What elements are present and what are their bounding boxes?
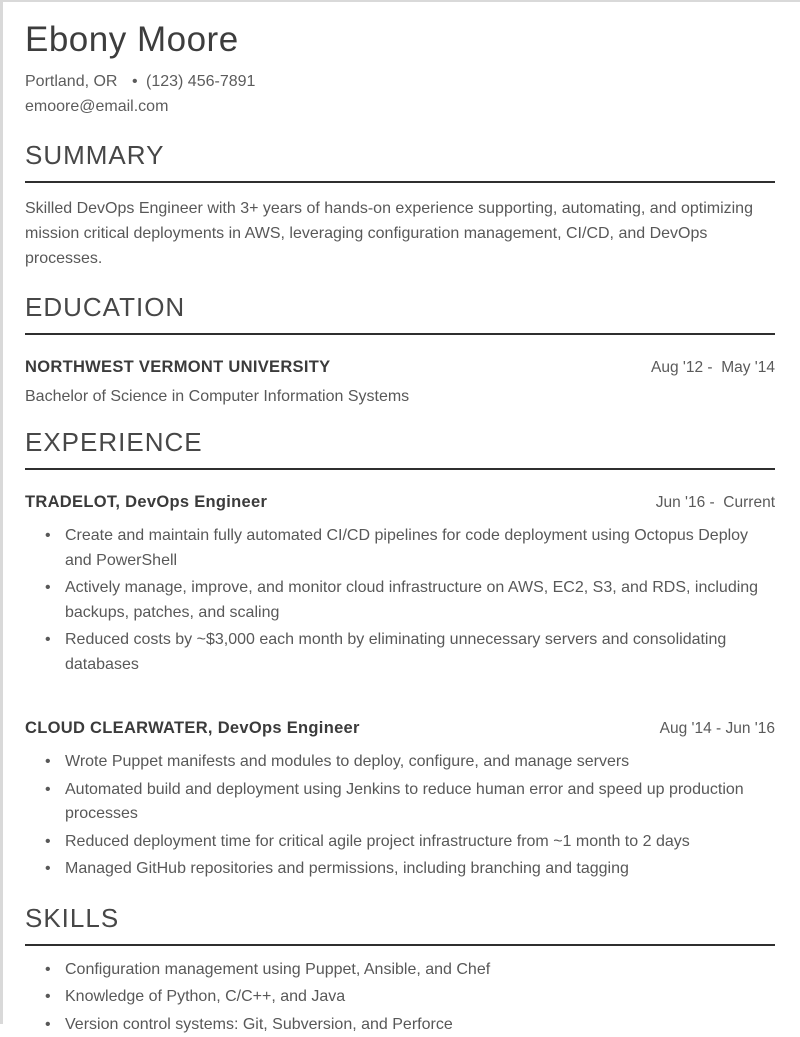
education-entry [25,358,775,377]
list-item [25,628,775,677]
bullet-text: Knowledge of Python, C/C++, and Java [65,988,345,1005]
section-skills [25,903,775,1037]
experience-title: EXPERIENCE [25,427,775,457]
section-divider [25,468,775,470]
bullet-text: Create and maintain fully automated CI/CD pipelines for code deployment using Octopus Deploy and PowerShell [65,527,748,569]
bullet-text: Automated build and deployment using Jenkins to reduce human error and speed up production processes [65,781,744,823]
job-entry-cloud-clearwater [25,719,775,882]
section-divider [25,333,775,335]
candidate-name: Ebony Moore [25,18,775,62]
skills-bullet-list [25,958,775,1037]
contact-info [25,69,775,119]
list-item [25,985,775,1010]
bullet-marker: • [45,576,51,601]
bullet-text: Managed GitHub repositories and permissions, including branching and tagging [65,860,629,877]
summary-title: SUMMARY [25,140,775,170]
section-summary [25,140,775,271]
school-name: NORTHWEST VERMONT UNIVERSITY [25,358,330,377]
section-divider [25,944,775,946]
summary-text: Skilled DevOps Engineer with 3+ years of hands-on experience supporting, automating, and optimizing mission critical deployments in AWS, leveraging configuration management, CI/CD, and DevOps processes. [25,196,770,271]
job-dates: Jun '16 - Current [656,494,775,512]
bullet-separator: • [132,73,138,90]
job-entry-tradelot [25,493,775,677]
section-divider [25,181,775,183]
job-company-role: TRADELOT, DevOps Engineer [25,493,267,512]
job-bullet-list [25,750,775,882]
job-header [25,493,775,512]
list-item [25,830,775,855]
location-text: Portland, OR [25,73,117,90]
education-dates: Aug '12 - May '14 [651,359,775,377]
education-title: EDUCATION [25,292,775,322]
bullet-marker: • [45,524,51,549]
contact-line-location-phone [25,69,775,94]
bullet-marker: • [45,857,51,882]
bullet-marker: • [45,750,51,775]
bullet-marker: • [45,958,51,983]
job-company-role: CLOUD CLEARWATER, DevOps Engineer [25,719,360,738]
job-dates: Aug '14 - Jun '16 [660,720,775,738]
bullet-text: Actively manage, improve, and monitor cloud infrastructure on AWS, EC2, S3, and RDS, including backups, patches, and scaling [65,579,758,621]
list-item [25,750,775,775]
list-item [25,958,775,983]
bullet-text: Reduced deployment time for critical agile project infrastructure from ~1 month to 2 days [65,833,690,850]
skills-title: SKILLS [25,903,775,933]
list-item [25,524,775,573]
section-education [25,292,775,406]
list-item [25,857,775,882]
degree-text: Bachelor of Science in Computer Information Systems [25,388,775,406]
section-experience [25,427,775,882]
bullet-marker: • [45,830,51,855]
bullet-marker: • [45,628,51,653]
bullet-text: Wrote Puppet manifests and modules to deploy, configure, and manage servers [65,753,629,770]
resume-header [25,18,775,119]
bullet-marker: • [45,1013,51,1037]
bullet-marker: • [45,985,51,1010]
list-item [25,576,775,625]
phone-text: (123) 456-7891 [146,73,255,90]
bullet-text: Reduced costs by ~$3,000 each month by eliminating unnecessary servers and consolidating databases [65,631,726,673]
email-text: emoore@email.com [25,94,775,119]
job-bullet-list [25,524,775,677]
job-header [25,719,775,738]
list-item [25,778,775,827]
list-item [25,1013,775,1037]
bullet-marker: • [45,778,51,803]
bullet-text: Version control systems: Git, Subversion, and Perforce [65,1016,453,1033]
bullet-text: Configuration management using Puppet, Ansible, and Chef [65,961,490,978]
